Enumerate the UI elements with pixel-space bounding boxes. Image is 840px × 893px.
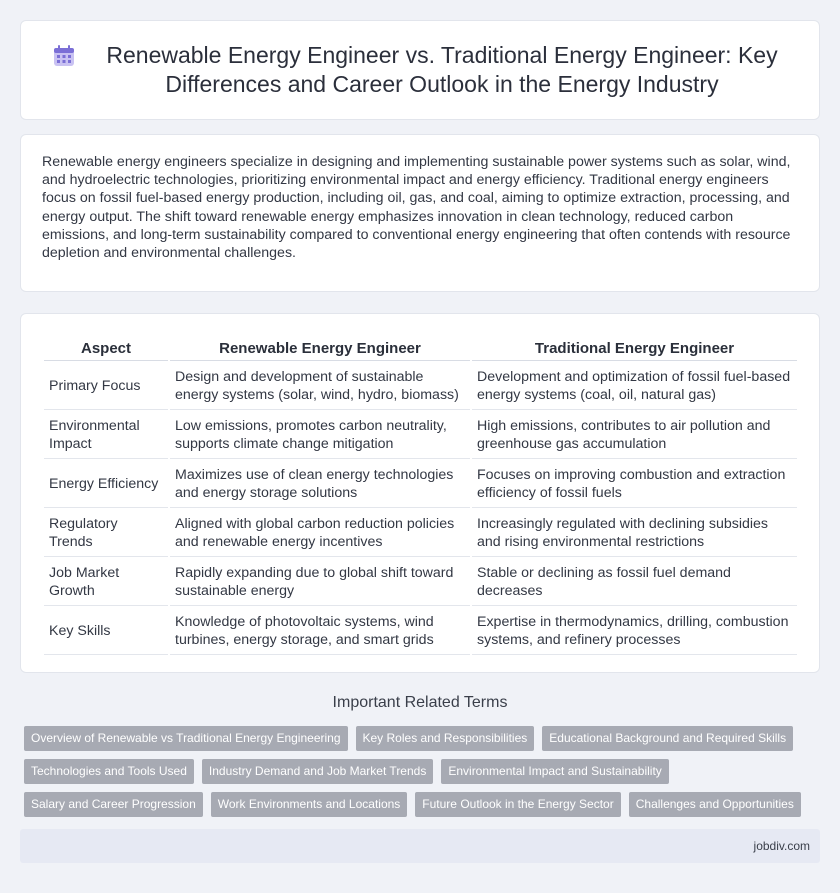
table-row — [44, 608, 797, 655]
traditional-cell: Expertise in thermodynamics, drilling, combustion systems, and refinery processes — [472, 608, 797, 655]
related-term-tag[interactable]: Challenges and Opportunities — [629, 792, 801, 817]
table-row — [44, 412, 797, 459]
related-terms-heading: Important Related Terms — [332, 694, 508, 711]
aspect-cell: Energy Efficiency — [44, 461, 168, 508]
footer-site-link[interactable]: jobdiv.com — [753, 839, 810, 853]
renewable-cell: Knowledge of photovoltaic systems, wind turbines, energy storage, and smart grids — [170, 608, 470, 655]
renewable-cell: Rapidly expanding due to global shift toward sustainable energy — [170, 559, 470, 606]
aspect-cell: Regulatory Trends — [44, 510, 168, 557]
calendar-grid-icon — [51, 43, 77, 69]
related-term-tag[interactable]: Work Environments and Locations — [211, 792, 408, 817]
traditional-cell: Development and optimization of fossil fuel-based energy systems (coal, oil, natural gas) — [472, 363, 797, 410]
intro-paragraph: Renewable energy engineers specialize in designing and implementing sustainable power systems such as solar, wind, and hydroelectric technologies, prioritizing environmental impact and energy efficiency. Traditional energy engineers focus on fossil fuel-based energy production, including oil, gas, and coal, aiming to optimize extraction, processing, and energy output. The shift toward renewable energy emphasizes innovation in clean technology, reduced carbon emissions, and long-term sustainability compared to conventional energy engineering that often contends with resource depletion and environmental challenges. — [42, 154, 791, 262]
footer-bar — [20, 829, 820, 863]
aspect-cell: Primary Focus — [44, 363, 168, 410]
table-header-row — [44, 334, 797, 361]
aspect-cell: Environmental Impact — [44, 412, 168, 459]
related-term-tag[interactable]: Technologies and Tools Used — [24, 759, 194, 784]
table-row — [44, 461, 797, 508]
renewable-cell: Low emissions, promotes carbon neutrality, supports climate change mitigation — [170, 412, 470, 459]
traditional-cell: High emissions, contributes to air pollution and greenhouse gas accumulation — [472, 412, 797, 459]
related-term-tag[interactable]: Environmental Impact and Sustainability — [441, 759, 668, 784]
traditional-cell: Focuses on improving combustion and extraction efficiency of fossil fuels — [472, 461, 797, 508]
table-row — [44, 559, 797, 606]
aspect-cell: Key Skills — [44, 608, 168, 655]
renewable-cell: Aligned with global carbon reduction policies and renewable energy incentives — [170, 510, 470, 557]
comparison-table-card — [20, 313, 820, 673]
comparison-table — [42, 332, 799, 657]
traditional-cell: Stable or declining as fossil fuel demand decreases — [472, 559, 797, 606]
related-term-tag[interactable]: Key Roles and Responsibilities — [356, 726, 535, 751]
related-term-tag[interactable]: Educational Background and Required Skills — [542, 726, 793, 751]
header-aspect: Aspect — [44, 334, 168, 361]
aspect-cell: Job Market Growth — [44, 559, 168, 606]
related-term-tag[interactable]: Salary and Career Progression — [24, 792, 203, 817]
related-term-tag[interactable]: Overview of Renewable vs Traditional Energy Engineering — [24, 726, 348, 751]
page-title: Renewable Energy Engineer vs. Traditional Energy Engineer: Key Differences and Career Outlook in the Energy Industry — [106, 42, 778, 97]
table-row — [44, 510, 797, 557]
renewable-cell: Maximizes use of clean energy technologies and energy storage solutions — [170, 461, 470, 508]
traditional-cell: Increasingly regulated with declining subsidies and rising environmental restrictions — [472, 510, 797, 557]
table-row — [44, 363, 797, 410]
title-wrap — [21, 41, 819, 99]
header-traditional: Traditional Energy Engineer — [472, 334, 797, 361]
related-term-tag[interactable]: Future Outlook in the Energy Sector — [415, 792, 620, 817]
related-term-tag[interactable]: Industry Demand and Job Market Trends — [202, 759, 433, 784]
renewable-cell: Design and development of sustainable energy systems (solar, wind, hydro, biomass) — [170, 363, 470, 410]
title-card — [20, 20, 820, 120]
related-terms-tags — [24, 726, 814, 817]
header-renewable: Renewable Energy Engineer — [170, 334, 470, 361]
intro-card — [20, 134, 820, 292]
